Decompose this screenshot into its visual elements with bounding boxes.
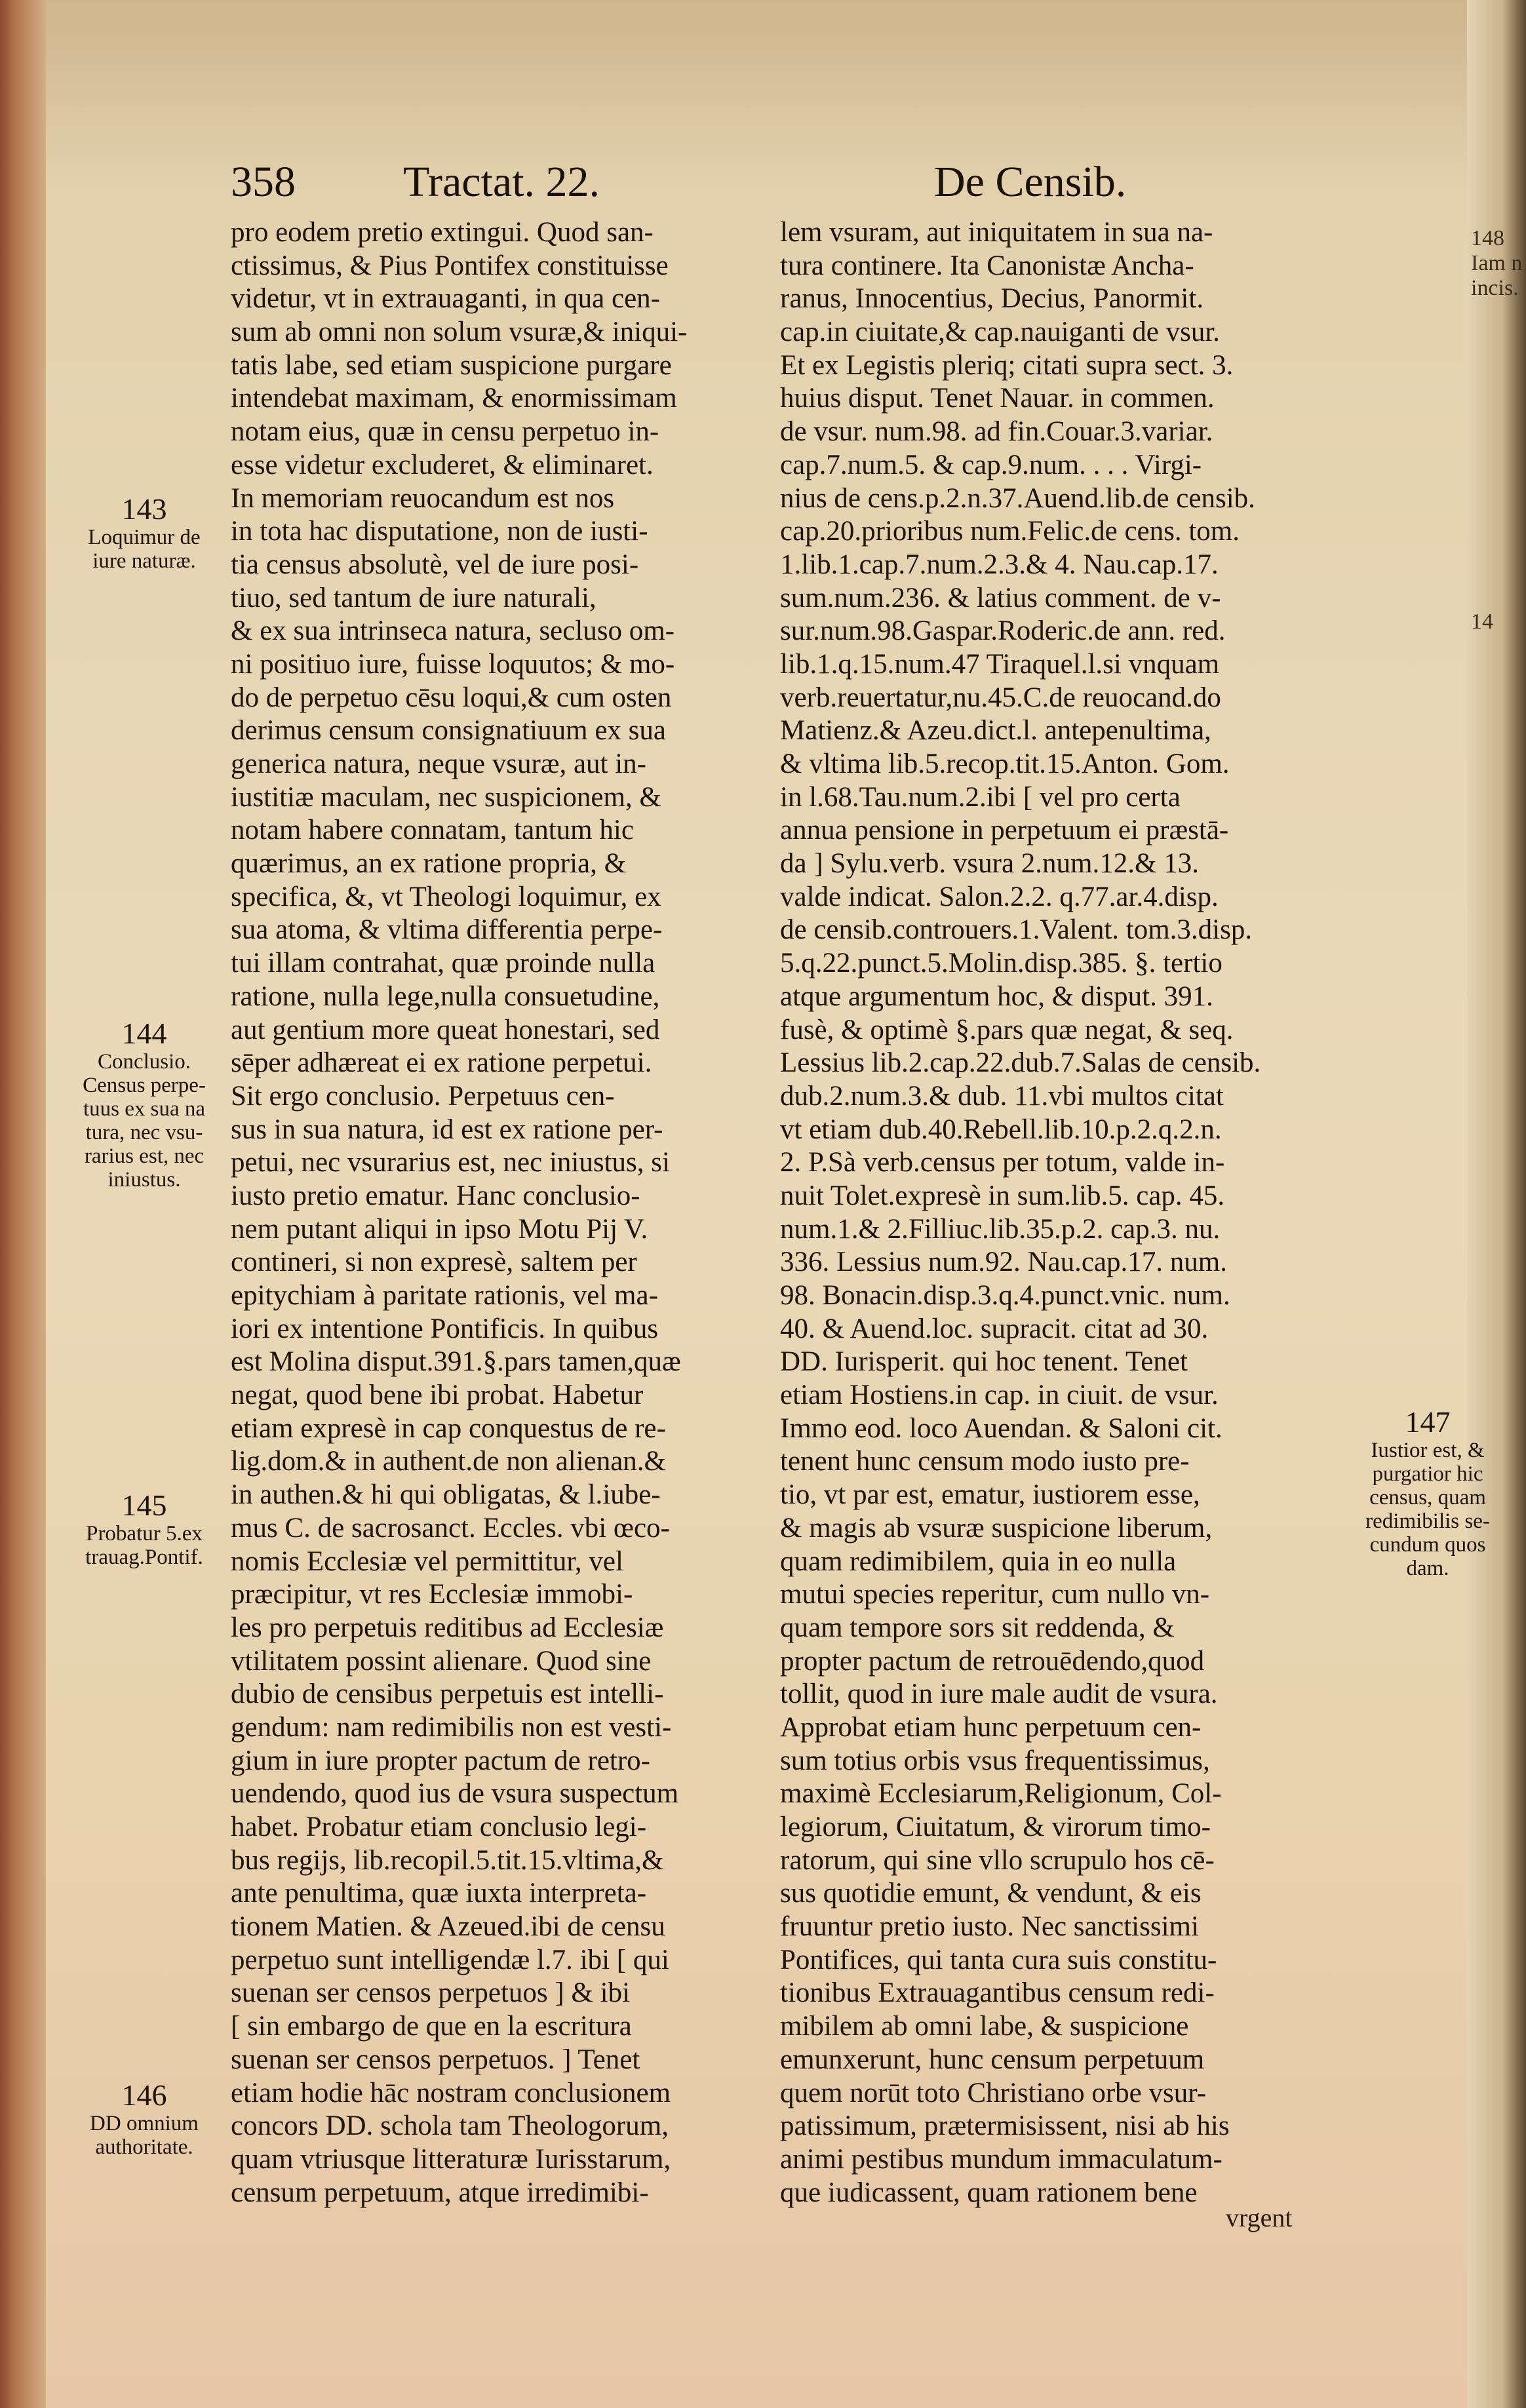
text-line: patissimum, prætermisissent, nisi ab his [780, 2110, 1230, 2142]
text-line: quam vtriusque litteraturæ Iurisstarum, [231, 2143, 671, 2175]
margin-note-number: 145 [121, 1488, 167, 1522]
text-line: ante penultima, quæ iuxta interpreta- [231, 1878, 647, 1909]
text-line: & magis ab vsuræ suspicione liberum, [780, 1512, 1213, 1544]
text-line: quam redimibilem, quia in eo nulla [780, 1545, 1177, 1577]
text-line: pro eodem pretio extingui. Quod san- [231, 217, 654, 248]
edge-bleed-line: 148 [1471, 226, 1504, 250]
running-head-title: De Censib. [934, 158, 1127, 206]
margin-note-143 [66, 493, 223, 573]
text-line: tionibus Extrauagantibus censum redi- [780, 1977, 1215, 2009]
edge-bleed-line: Iam n [1471, 251, 1523, 275]
text-line: nomis Ecclesiæ vel permittitur, vel [231, 1545, 623, 1577]
margin-note-line: Loquimur de [88, 526, 201, 549]
text-line: uendendo, quod ius de vsura suspectum [231, 1778, 679, 1810]
text-line: sua atoma, & vltima differentia perpe- [231, 914, 663, 946]
text-line: dubio de censibus perpetuis est intelli- [231, 1679, 664, 1710]
text-line: fruuntur pretio iusto. Nec sanctissimi [780, 1911, 1199, 1943]
text-line: nuit Tolet.expresè in sum.lib.5. cap. 45. [780, 1180, 1225, 1211]
text-line: ratorum, qui sine vllo scrupulo hos cē- [780, 1844, 1215, 1876]
margin-note-line: dam. [1406, 1557, 1449, 1580]
text-line: suenan ser censos perpetuos ] & ibi [231, 1977, 631, 2009]
text-line: sum totius orbis vsus frequentissimus, [780, 1745, 1210, 1776]
text-line: tatis labe, sed etiam suspicione purgare [231, 349, 672, 381]
margin-note-line: tuus ex sua na [83, 1097, 206, 1121]
text-line: concors DD. schola tam Theologorum, [231, 2110, 669, 2142]
text-line: suenan ser censos perpetuos. ] Tenet [231, 2044, 640, 2075]
text-line: atque argumentum hoc, & disput. 391. [780, 981, 1213, 1012]
margin-note-line: DD omnium [90, 2112, 199, 2135]
text-line: cap.in ciuitate,& cap.nauiganti de vsur. [780, 317, 1221, 348]
text-line: verb.reuertatur,nu.45.C.de reuocand.do [780, 682, 1221, 713]
text-line: est Molina disput.391.§.pars tamen,quæ [231, 1346, 681, 1378]
text-line: ranus, Innocentius, Decius, Panormit. [780, 283, 1204, 315]
text-line: lem vsuram, aut iniquitatem in sua na- [780, 217, 1213, 248]
text-line: tui illam contrahat, quæ proinde nulla [231, 948, 655, 979]
text-line: cap.7.num.5. & cap.9.num. . . . Virgi- [780, 449, 1202, 480]
margin-note-number: 146 [121, 2078, 167, 2112]
margin-note-145 [66, 1489, 223, 1569]
text-line: videtur, vt in extrauaganti, in qua cen- [231, 283, 660, 315]
text-line: les pro perpetuis reditibus ad Ecclesiæ [231, 1612, 664, 1643]
text-line: Matienz.& Azeu.dict.l. antepenultima, [780, 715, 1211, 747]
text-line: etiam hodie hāc nostram conclusionem [231, 2077, 671, 2108]
margin-note-line: tura, nec vsu- [85, 1121, 203, 1144]
page-number: 358 [231, 158, 296, 206]
text-line: iustitiæ maculam, nec suspicionem, & [231, 781, 661, 813]
text-line: gium in iure propter pactum de retro- [231, 1745, 651, 1776]
text-line: valde indicat. Salon.2.2. q.77.ar.4.disp. [780, 881, 1219, 912]
text-line: 2. P.Sà verb.census per totum, valde in- [780, 1147, 1225, 1178]
text-line: DD. Iurisperit. qui hoc tenent. Tenet [780, 1346, 1188, 1378]
edge-bleed-side [1471, 610, 1517, 634]
text-line: cap.20.prioribus num.Felic.de cens. tom. [780, 516, 1240, 547]
margin-note-line: Probatur 5.ex [86, 1522, 203, 1545]
text-line: intendebat maximam, & enormissimam [231, 383, 677, 414]
text-line: Approbat etiam hunc perpetuum cen- [780, 1711, 1202, 1743]
text-line: sum.num.236. & latius comment. de v- [780, 582, 1221, 613]
text-line: sēper adhæreat ei ex ratione perpetui. [231, 1047, 652, 1079]
margin-note-line: Iustior est, & [1371, 1439, 1485, 1462]
text-line: specifica, &, vt Theologi loquimur, ex [231, 881, 661, 912]
text-line: notam eius, quæ in censu perpetuo in- [231, 416, 659, 448]
margin-note-number: 144 [121, 1017, 167, 1050]
text-line: animi pestibus mundum immaculatum- [780, 2143, 1223, 2175]
text-line: etiam Hostiens.in cap. in ciuit. de vsur. [780, 1380, 1219, 1411]
text-line: legiorum, Ciuitatum, & virorum timo- [780, 1812, 1211, 1842]
text-line: mutui species reperitur, cum nullo vn- [780, 1579, 1210, 1610]
text-line: tenent hunc censum modo iusto pre- [780, 1446, 1190, 1477]
text-line: perpetuo sunt intelligendæ l.7. ibi [ qui [231, 1944, 669, 1975]
margin-note-line: Census perpe- [83, 1074, 206, 1097]
book-binding-left [0, 0, 46, 2408]
text-line: sus in sua natura, id est ex ratione per- [231, 1114, 663, 1145]
text-line: mus C. de sacrosanct. Eccles. vbi œco- [231, 1512, 670, 1544]
margin-note-144 [66, 1017, 223, 1192]
text-line: petui, nec vsurarius est, nec iniustus, si [231, 1147, 670, 1178]
text-line: que iudicassent, quam rationem bene [780, 2177, 1198, 2208]
text-line: nem putant aliqui in ipso Motu Pij V. [231, 1213, 648, 1245]
text-line: quem norūt toto Christiano orbe vsur- [780, 2077, 1207, 2108]
text-line: tio, vt par est, ematur, iustiorem esse, [780, 1479, 1200, 1511]
text-line: censum perpetuum, atque irredimibi- [231, 2177, 649, 2208]
text-line: tia census absolutè, vel de iure posi- [231, 549, 639, 580]
text-line: 336. Lessius num.92. Nau.cap.17. num. [780, 1247, 1227, 1278]
text-line: habet. Probatur etiam conclusio legi- [231, 1812, 647, 1842]
text-line: generica natura, neque vsuræ, aut in- [231, 748, 646, 779]
margin-note-line: redimibilis se- [1365, 1509, 1490, 1533]
margin-note-line: authoritate. [95, 2135, 193, 2159]
margin-note-146 [66, 2079, 223, 2159]
text-line: dub.2.num.3.& dub. 11.vbi multos citat [780, 1080, 1224, 1112]
text-line: quærimus, an ex ratione propria, & [231, 848, 627, 880]
text-line: negat, quod bene ibi probat. Habetur [231, 1380, 644, 1411]
text-line: Et ex Legistis pleriq; citati supra sect. 3. [780, 349, 1234, 381]
margin-note-line: rarius est, nec [84, 1144, 205, 1168]
text-line: sur.num.98.Gaspar.Roderic.de ann. red. [780, 615, 1226, 647]
text-line: & vltima lib.5.recop.tit.15.Anton. Gom. [780, 748, 1230, 779]
text-line: vtilitatem possint alienare. Quod sine [231, 1645, 652, 1677]
text-line: sum ab omni non solum vsuræ,& iniqui- [231, 317, 688, 348]
text-line: & ex sua intrinseca natura, secluso om- [231, 615, 675, 647]
text-line: mibilem ab omni labe, & suspicione [780, 2011, 1189, 2042]
margin-note-line: Conclusio. [97, 1050, 191, 1074]
text-line: contineri, si non expresè, saltem per [231, 1247, 637, 1278]
book-binding-right [1467, 0, 1526, 2408]
text-line: num.1.& 2.Filliuc.lib.35.p.2. cap.3. nu. [780, 1213, 1221, 1245]
text-line: tura continere. Ita Canonistæ Ancha- [780, 250, 1194, 281]
text-line: tionem Matien. & Azeued.ibi de censu [231, 1911, 665, 1943]
margin-note-line: purgatior hic [1372, 1462, 1483, 1486]
text-line: annua pensione in perpetuum ei præstā- [780, 815, 1229, 846]
text-line: lib.1.q.15.num.47 Tiraquel.l.si vnquam [780, 648, 1220, 680]
right-text-column [780, 216, 1342, 2209]
edge-bleed-line: incis. [1471, 276, 1519, 300]
text-line: bus regijs, lib.recopil.5.tit.15.vltima,& [231, 1844, 664, 1876]
text-line: do de perpetuo cēsu loqui,& cum osten [231, 682, 672, 713]
text-line: da ] Sylu.verb. vsura 2.num.12.& 13. [780, 848, 1199, 880]
text-line: 1.lib.1.cap.7.num.2.3.& 4. Nau.cap.17. [780, 549, 1219, 580]
text-line: aut gentium more queat honestari, sed [231, 1014, 660, 1045]
text-line: esse videtur excluderet, & eliminaret. [231, 449, 654, 480]
margin-note-line: iniustus. [108, 1168, 181, 1192]
text-line: ni positiuo iure, fuisse loquutos; & mo- [231, 648, 675, 680]
text-line: In memoriam reuocandum est nos [231, 482, 615, 514]
text-line: Lessius lib.2.cap.22.dub.7.Salas de censib. [780, 1047, 1261, 1079]
margin-note-number: 147 [1405, 1405, 1451, 1439]
text-line: 5.q.22.punct.5.Molin.disp.385. §. tertio [780, 948, 1223, 979]
margin-note-147 [1349, 1406, 1506, 1580]
text-line: præcipitur, vt res Ecclesiæ immobi- [231, 1579, 633, 1610]
text-line: iori ex intentione Pontificis. In quibus [231, 1313, 659, 1344]
text-line: gendum: nam redimibilis non est vesti- [231, 1711, 672, 1743]
text-line: Sit ergo conclusio. Perpetuus cen- [231, 1080, 615, 1112]
text-line: [ sin embargo de que en la escritura [231, 2011, 632, 2042]
text-line: 98. Bonacin.disp.3.q.4.punct.vnic. num. [780, 1280, 1230, 1311]
text-line: de vsur. num.98. ad fin.Couar.3.variar. [780, 416, 1213, 448]
edge-bleed-top [1471, 226, 1523, 301]
text-line: huius disput. Tenet Nauar. in commen. [780, 383, 1215, 414]
catchword: vrgent [1226, 2203, 1293, 2232]
text-line: etiam expresè in cap conquestus de re- [231, 1412, 666, 1444]
margin-note-line: trauag.Pontif. [85, 1545, 203, 1569]
text-line: nius de cens.p.2.n.37.Auend.lib.de censib. [780, 482, 1255, 514]
margin-note-number: 143 [121, 492, 167, 526]
text-line: Immo eod. loco Auendan. & Saloni cit. [780, 1412, 1223, 1444]
text-line: in l.68.Tau.num.2.ibi [ vel pro certa [780, 781, 1181, 813]
text-line: notam habere connatam, tantum hic [231, 815, 634, 846]
text-line: tiuo, sed tantum de iure naturali, [231, 582, 597, 613]
text-line: fusè, & optimè §.pars quæ negat, & seq. [780, 1014, 1234, 1045]
text-line: in authen.& hi qui obligatas, & l.iube- [231, 1479, 661, 1511]
left-text-column [231, 216, 767, 2209]
text-line: in tota hac disputatione, non de iusti- [231, 516, 648, 547]
text-line: de censib.controuers.1.Valent. tom.3.disp. [780, 914, 1253, 946]
text-line: lig.dom.& in authent.de non alienan.& [231, 1446, 666, 1477]
margin-note-line: cundum quos [1369, 1533, 1486, 1557]
margin-note-line: iure naturæ. [92, 549, 196, 573]
text-line: vt etiam dub.40.Rebell.lib.10.p.2.q.2.n. [780, 1114, 1222, 1145]
text-line: tollit, quod in iure male audit de vsura. [780, 1679, 1218, 1710]
text-line: ctissimus, & Pius Pontifex constituisse [231, 250, 669, 281]
text-line: maximè Ecclesiarum,Religionum, Col- [780, 1778, 1222, 1810]
text-line: emunxerunt, hunc censum perpetuum [780, 2044, 1205, 2075]
text-line: sus quotidie emunt, & vendunt, & eis [780, 1878, 1202, 1909]
text-line: epitychiam à paritate rationis, vel ma- [231, 1280, 658, 1311]
edge-bleed-line: 14 [1471, 610, 1493, 634]
text-line: derimus censum consignatiuum ex sua [231, 715, 666, 747]
text-line: quam tempore sors sit reddenda, & [780, 1612, 1175, 1643]
text-line: propter pactum de retrouēdendo,quod [780, 1645, 1205, 1677]
text-line: 40. & Auend.loc. supracit. citat ad 30. [780, 1313, 1209, 1344]
running-head-tract: Tractat. 22. [403, 158, 600, 206]
text-line: iusto pretio ematur. Hanc conclusio- [231, 1180, 640, 1211]
margin-note-line: census, quam [1369, 1486, 1486, 1509]
text-line: Pontifices, qui tanta cura suis constitu- [780, 1944, 1217, 1975]
text-line: ratione, nulla lege,nulla consuetudine, [231, 981, 660, 1012]
